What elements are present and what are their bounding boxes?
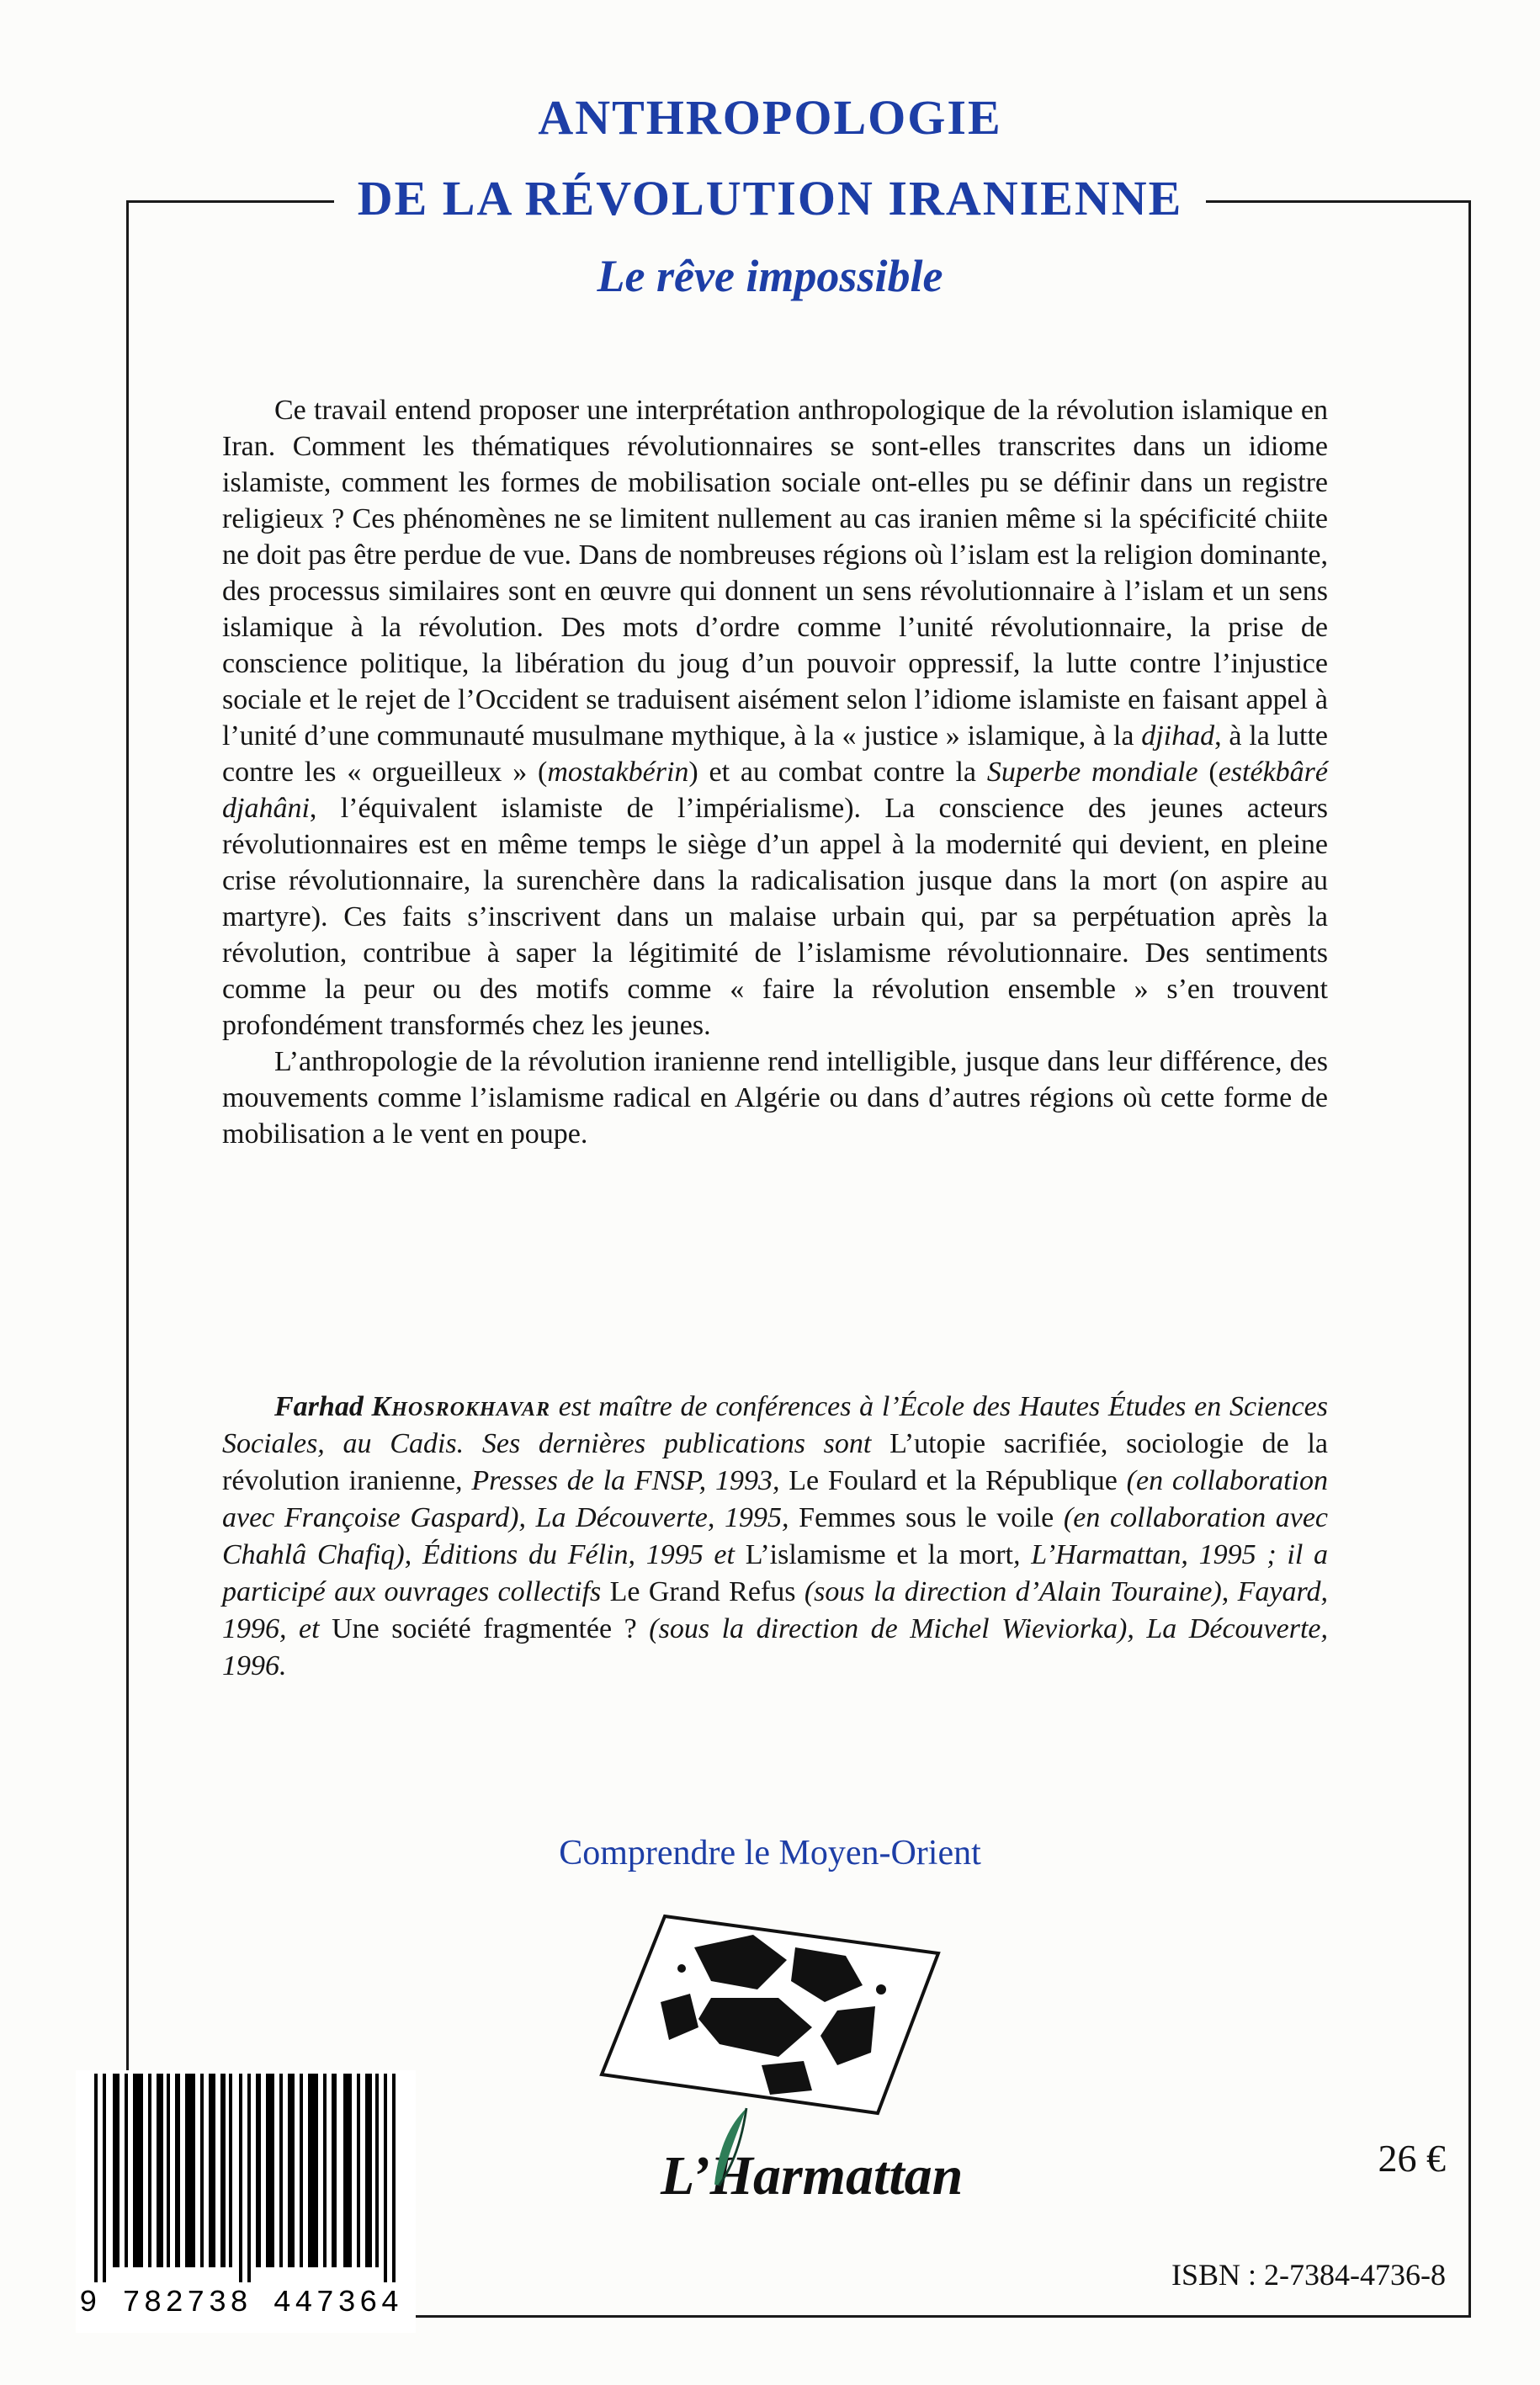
barcode	[76, 2070, 416, 2333]
barcode-bars	[82, 2074, 402, 2282]
isbn: ISBN : 2-7384-4736-8	[1171, 2258, 1446, 2292]
publisher-logo	[661, 2144, 1098, 2254]
synopsis	[222, 392, 1328, 1152]
synopsis-paragraph-2: L’anthropologie de la révolution iranienne rend intelligible, jusque dans leur différence, des mouvements comme l’islamisme radical en Algérie ou dans d’autres régions où cette forme de mobilisation a le vent en poupe.	[222, 1046, 1328, 1150]
middle-east-map-logo	[585, 1909, 955, 2121]
publisher-name: L’Harmattan	[661, 2145, 964, 2207]
title-line-2-text: DE LA RÉVOLUTION IRANIENNE	[334, 171, 1207, 226]
author-bio	[222, 1389, 1328, 1685]
title-block	[0, 77, 1540, 313]
title-line-2	[0, 158, 1540, 239]
title-line-1	[0, 77, 1540, 158]
bio-paragraph: Farhad Khosrokhavar est maître de conférences à l’École des Hautes Études en Sciences Sociales, au Cadis. Ses dernières publications sont L’utopie sacrifiée, sociologie de la révolution iranienne, Presses de la FNSP, 1993, Le Foulard et la République (en collaboration avec Françoise Gaspard), La Découverte, 1995, Femmes sous le voile (en collaboration avec Chahlâ Chafiq), Éditions du Félin, 1995 et L’islamisme et la mort, L’Harmattan, 1995 ; il a participé aux ouvrages collectifs Le Grand Refus (sous la direction d’Alain Touraine), Fayard, 1996, et Une société fragmentée ? (sous la direction de Michel Wieviorka), La Découverte, 1996.	[222, 1391, 1329, 1681]
synopsis-paragraph-1: Ce travail entend proposer une interprétation anthropologique de la révolution islamique en Iran. Comment les thématiques révolutionnaires se sont-elles transcrites dans un idiome islamiste, comment les formes de mobilisation sociale ont-elles pu se définir dans un registre religieux ? Ces phénomènes ne se limitent nullement au cas iranien même si la spécificité chiite ne doit pas être perdue de vue. Dans de nombreuses régions où l’islam est la religion dominante, des processus similaires sont en œuvre qui donnent un sens révolutionnaire à l’islam et un sens islamique à la révolution. Des mots d’ordre comme l’unité révolutionnaire, la prise de conscience politique, la libération du joug d’un pouvoir oppressif, la lutte contre l’injustice sociale et le rejet de l’Occident se traduisent aisément selon l’idiome islamiste en faisant appel à l’unité d’une communauté musulmane mythique, à la « justice » islamique, à la djihad, à la lutte contre les « orgueilleux » (mostakbérin) et au combat contre la Superbe mondiale (estékbâré djahâni, l’équivalent islamiste de l’impérialisme). La conscience des jeunes acteurs révolutionnaires est en même temps le siège d’un appel à la modernité qui devient, en pleine crise révolutionnaire, la surenchère dans la radicalisation jusque dans la mort (on aspire au martyre). Ces faits s’inscrivent dans un malaise urbain qui, par sa perpétuation après la révolution, contribue à saper la légitimité de l’islamisme révolutionnaire. Des sentiments comme la peur ou des motifs comme « faire la révolution ensemble » s’en trouvent profondément transformés chez les jeunes.	[222, 395, 1328, 1041]
price: 26 €	[1378, 2137, 1446, 2180]
map-logo-svg	[585, 1909, 955, 2121]
subtitle-text: Le rêve impossible	[574, 251, 967, 301]
barcode-digits: 9 782738 447364	[79, 2286, 403, 2320]
collection-title: Comprendre le Moyen-Orient	[559, 1834, 981, 1872]
subtitle	[0, 239, 1540, 313]
title-line-1-text: ANTHROPOLOGIE	[514, 90, 1025, 145]
